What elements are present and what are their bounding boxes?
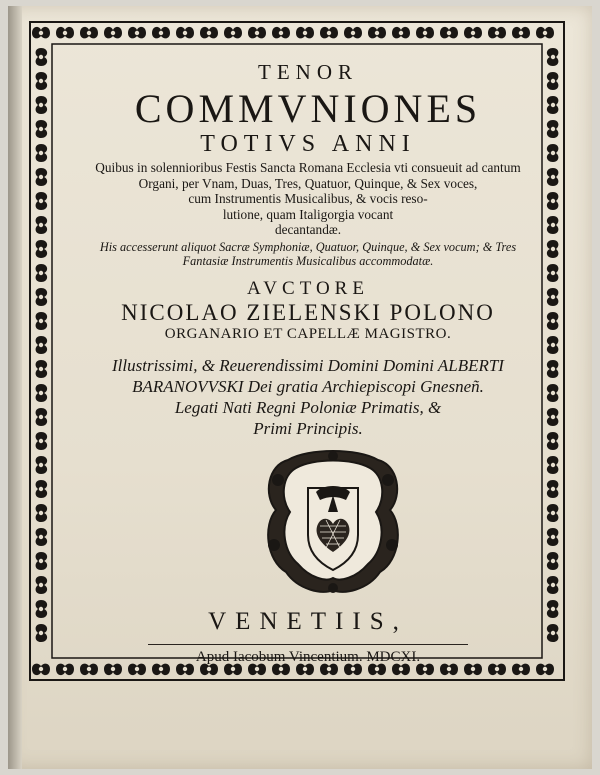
supplement-line: His accesserunt aliquot Sacræ Symphoniæ, Quatuor, Quinque, & Sex vocum; & Tres: [99, 239, 517, 254]
dedication-line: BARANOVVSKI Dei gratia Archiepiscopi Gnesneñ.: [132, 376, 484, 396]
dedication-line: Legati Nati Regni Poloniæ Primatis, &: [174, 397, 442, 417]
title-block: [58, 52, 558, 665]
imprint-publisher: Apud Iacobum Vincentium. MDCXI.: [195, 649, 421, 665]
description-line: Quibus in solennioribus Festis Sancta Romana Ecclesia vti consueuit ad cantum: [95, 160, 521, 175]
dedication-block: [58, 355, 558, 439]
description-block: [58, 160, 558, 238]
coat-of-arms-icon: [258, 440, 408, 600]
imprint-place: VENETIIS,: [208, 608, 408, 635]
title-page: [8, 6, 592, 769]
author-name: NICOLAO ZIELENSKI POLONO: [121, 299, 495, 325]
supplement-block: [58, 240, 558, 268]
divider-rule: [148, 644, 468, 645]
description-line: lutione, quam Italigorgia vocant: [222, 206, 394, 222]
voice-part-title: TENOR: [258, 60, 358, 84]
subtitle: TOTIVS ANNI: [200, 131, 416, 157]
author-label: AVCTORE: [247, 277, 369, 299]
description-line: decantandæ.: [274, 222, 342, 237]
supplement-line: Fantasiæ Instrumentis Musicalibus accommodatæ.: [182, 253, 434, 268]
dedication-line: Primi Principis.: [253, 418, 363, 438]
author-title: ORGANARIO ET CAPELLÆ MAGISTRO.: [164, 325, 452, 342]
main-title: COMMVNIONES: [134, 86, 482, 131]
description-line: Organi, per Vnam, Duas, Tres, Quatuor, Quinque, & Sex voces,: [138, 175, 478, 191]
description-line: cum Instrumentis Musicalibus, & vocis reso-: [188, 191, 428, 206]
dedication-line: Illustrissimi, & Reuerendissimi Domini Domini ALBERTI: [112, 355, 504, 375]
